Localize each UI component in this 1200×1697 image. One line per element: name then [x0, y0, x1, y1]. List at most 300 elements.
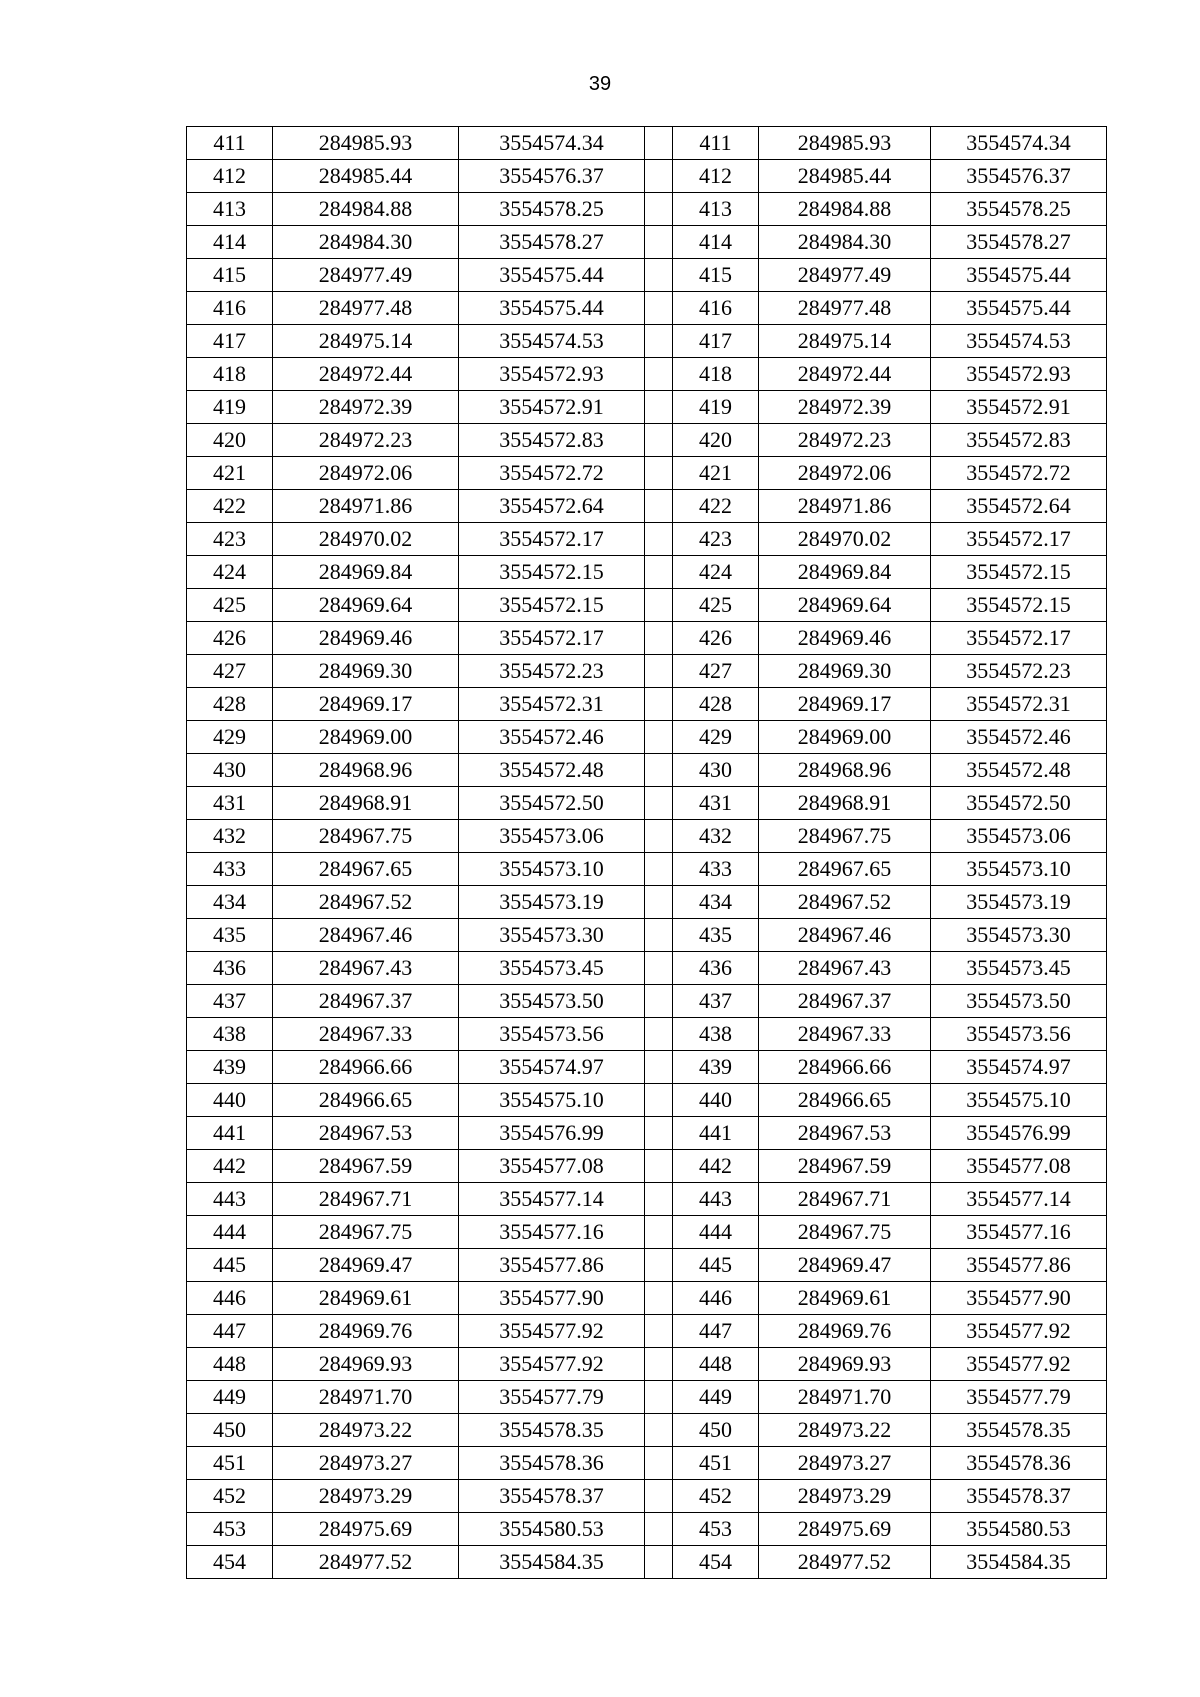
spacer-cell	[645, 1414, 673, 1447]
y-coordinate-cell: 3554577.92	[459, 1348, 645, 1381]
y-coordinate-cell: 3554577.86	[459, 1249, 645, 1282]
point-number-cell-2: 418	[673, 358, 759, 391]
x-coordinate-cell-2: 284975.69	[759, 1513, 931, 1546]
y-coordinate-cell: 3554572.17	[459, 523, 645, 556]
x-coordinate-cell-2: 284969.00	[759, 721, 931, 754]
x-coordinate-cell: 284967.43	[273, 952, 459, 985]
spacer-cell	[645, 292, 673, 325]
point-number-cell-2: 454	[673, 1546, 759, 1579]
y-coordinate-cell-2: 3554572.91	[931, 391, 1107, 424]
point-number-cell-2: 446	[673, 1282, 759, 1315]
point-number-cell: 435	[187, 919, 273, 952]
y-coordinate-cell-2: 3554578.36	[931, 1447, 1107, 1480]
point-number-cell-2: 435	[673, 919, 759, 952]
table-row	[187, 358, 1107, 391]
point-number-cell-2: 416	[673, 292, 759, 325]
point-number-cell-2: 433	[673, 853, 759, 886]
point-number-cell-2: 422	[673, 490, 759, 523]
point-number-cell-2: 424	[673, 556, 759, 589]
y-coordinate-cell: 3554572.83	[459, 424, 645, 457]
point-number-cell: 439	[187, 1051, 273, 1084]
spacer-cell	[645, 391, 673, 424]
point-number-cell: 454	[187, 1546, 273, 1579]
x-coordinate-cell: 284969.84	[273, 556, 459, 589]
y-coordinate-cell-2: 3554572.93	[931, 358, 1107, 391]
point-number-cell-2: 434	[673, 886, 759, 919]
coordinates-table-body	[187, 127, 1107, 1579]
x-coordinate-cell-2: 284972.39	[759, 391, 931, 424]
x-coordinate-cell-2: 284985.93	[759, 127, 931, 160]
y-coordinate-cell-2: 3554578.25	[931, 193, 1107, 226]
x-coordinate-cell: 284967.75	[273, 1216, 459, 1249]
y-coordinate-cell: 3554576.99	[459, 1117, 645, 1150]
y-coordinate-cell: 3554572.15	[459, 589, 645, 622]
spacer-cell	[645, 1216, 673, 1249]
table-row	[187, 259, 1107, 292]
y-coordinate-cell-2: 3554578.37	[931, 1480, 1107, 1513]
table-row	[187, 1018, 1107, 1051]
y-coordinate-cell-2: 3554573.19	[931, 886, 1107, 919]
x-coordinate-cell: 284966.66	[273, 1051, 459, 1084]
point-number-cell: 448	[187, 1348, 273, 1381]
point-number-cell-2: 440	[673, 1084, 759, 1117]
x-coordinate-cell: 284967.33	[273, 1018, 459, 1051]
x-coordinate-cell: 284975.69	[273, 1513, 459, 1546]
spacer-cell	[645, 556, 673, 589]
spacer-cell	[645, 1117, 673, 1150]
point-number-cell-2: 412	[673, 160, 759, 193]
x-coordinate-cell-2: 284969.47	[759, 1249, 931, 1282]
y-coordinate-cell: 3554578.35	[459, 1414, 645, 1447]
y-coordinate-cell: 3554578.37	[459, 1480, 645, 1513]
x-coordinate-cell: 284967.53	[273, 1117, 459, 1150]
point-number-cell: 449	[187, 1381, 273, 1414]
point-number-cell: 424	[187, 556, 273, 589]
table-row	[187, 391, 1107, 424]
table-row	[187, 721, 1107, 754]
x-coordinate-cell-2: 284970.02	[759, 523, 931, 556]
y-coordinate-cell: 3554572.46	[459, 721, 645, 754]
point-number-cell: 432	[187, 820, 273, 853]
y-coordinate-cell: 3554572.64	[459, 490, 645, 523]
x-coordinate-cell: 284969.76	[273, 1315, 459, 1348]
y-coordinate-cell: 3554572.23	[459, 655, 645, 688]
x-coordinate-cell-2: 284967.53	[759, 1117, 931, 1150]
table-row	[187, 523, 1107, 556]
spacer-cell	[645, 160, 673, 193]
x-coordinate-cell: 284985.44	[273, 160, 459, 193]
spacer-cell	[645, 1381, 673, 1414]
point-number-cell-2: 443	[673, 1183, 759, 1216]
point-number-cell: 420	[187, 424, 273, 457]
point-number-cell: 414	[187, 226, 273, 259]
x-coordinate-cell: 284967.65	[273, 853, 459, 886]
spacer-cell	[645, 490, 673, 523]
x-coordinate-cell: 284972.06	[273, 457, 459, 490]
point-number-cell-2: 421	[673, 457, 759, 490]
spacer-cell	[645, 853, 673, 886]
x-coordinate-cell: 284985.93	[273, 127, 459, 160]
y-coordinate-cell: 3554573.10	[459, 853, 645, 886]
coordinates-table	[186, 126, 1107, 1579]
spacer-cell	[645, 193, 673, 226]
y-coordinate-cell-2: 3554575.10	[931, 1084, 1107, 1117]
spacer-cell	[645, 1051, 673, 1084]
table-row	[187, 424, 1107, 457]
page-number: 39	[588, 73, 612, 95]
spacer-cell	[645, 1447, 673, 1480]
x-coordinate-cell: 284972.44	[273, 358, 459, 391]
point-number-cell: 428	[187, 688, 273, 721]
y-coordinate-cell-2: 3554573.06	[931, 820, 1107, 853]
x-coordinate-cell-2: 284972.06	[759, 457, 931, 490]
y-coordinate-cell: 3554573.30	[459, 919, 645, 952]
y-coordinate-cell: 3554578.27	[459, 226, 645, 259]
y-coordinate-cell-2: 3554572.50	[931, 787, 1107, 820]
x-coordinate-cell-2: 284967.37	[759, 985, 931, 1018]
y-coordinate-cell-2: 3554573.56	[931, 1018, 1107, 1051]
x-coordinate-cell: 284972.23	[273, 424, 459, 457]
x-coordinate-cell-2: 284969.46	[759, 622, 931, 655]
x-coordinate-cell: 284984.30	[273, 226, 459, 259]
spacer-cell	[645, 688, 673, 721]
x-coordinate-cell-2: 284973.22	[759, 1414, 931, 1447]
point-number-cell-2: 453	[673, 1513, 759, 1546]
table-row	[187, 193, 1107, 226]
x-coordinate-cell-2: 284985.44	[759, 160, 931, 193]
x-coordinate-cell-2: 284969.30	[759, 655, 931, 688]
spacer-cell	[645, 1546, 673, 1579]
point-number-cell: 445	[187, 1249, 273, 1282]
point-number-cell: 426	[187, 622, 273, 655]
y-coordinate-cell: 3554572.15	[459, 556, 645, 589]
table-row	[187, 457, 1107, 490]
x-coordinate-cell: 284973.22	[273, 1414, 459, 1447]
point-number-cell-2: 442	[673, 1150, 759, 1183]
y-coordinate-cell-2: 3554573.50	[931, 985, 1107, 1018]
table-row	[187, 853, 1107, 886]
x-coordinate-cell-2: 284969.93	[759, 1348, 931, 1381]
x-coordinate-cell-2: 284971.70	[759, 1381, 931, 1414]
y-coordinate-cell-2: 3554575.44	[931, 259, 1107, 292]
point-number-cell: 413	[187, 193, 273, 226]
y-coordinate-cell-2: 3554572.15	[931, 556, 1107, 589]
x-coordinate-cell: 284969.64	[273, 589, 459, 622]
table-row	[187, 1084, 1107, 1117]
x-coordinate-cell: 284968.96	[273, 754, 459, 787]
x-coordinate-cell-2: 284967.52	[759, 886, 931, 919]
y-coordinate-cell: 3554573.19	[459, 886, 645, 919]
x-coordinate-cell-2: 284966.65	[759, 1084, 931, 1117]
x-coordinate-cell: 284977.48	[273, 292, 459, 325]
point-number-cell: 412	[187, 160, 273, 193]
x-coordinate-cell: 284970.02	[273, 523, 459, 556]
point-number-cell-2: 428	[673, 688, 759, 721]
table-row	[187, 1381, 1107, 1414]
table-row	[187, 1513, 1107, 1546]
table-row	[187, 655, 1107, 688]
point-number-cell: 443	[187, 1183, 273, 1216]
y-coordinate-cell-2: 3554576.37	[931, 160, 1107, 193]
y-coordinate-cell: 3554572.31	[459, 688, 645, 721]
y-coordinate-cell-2: 3554572.72	[931, 457, 1107, 490]
x-coordinate-cell-2: 284967.46	[759, 919, 931, 952]
point-number-cell: 444	[187, 1216, 273, 1249]
y-coordinate-cell-2: 3554573.10	[931, 853, 1107, 886]
y-coordinate-cell-2: 3554577.90	[931, 1282, 1107, 1315]
point-number-cell: 429	[187, 721, 273, 754]
y-coordinate-cell-2: 3554572.23	[931, 655, 1107, 688]
y-coordinate-cell: 3554575.44	[459, 292, 645, 325]
point-number-cell-2: 444	[673, 1216, 759, 1249]
y-coordinate-cell: 3554572.17	[459, 622, 645, 655]
x-coordinate-cell: 284969.47	[273, 1249, 459, 1282]
point-number-cell-2: 439	[673, 1051, 759, 1084]
point-number-cell: 427	[187, 655, 273, 688]
point-number-cell-2: 417	[673, 325, 759, 358]
point-number-cell: 452	[187, 1480, 273, 1513]
y-coordinate-cell-2: 3554574.97	[931, 1051, 1107, 1084]
table-row	[187, 1051, 1107, 1084]
x-coordinate-cell: 284967.59	[273, 1150, 459, 1183]
point-number-cell: 423	[187, 523, 273, 556]
spacer-cell	[645, 985, 673, 1018]
x-coordinate-cell: 284973.29	[273, 1480, 459, 1513]
x-coordinate-cell: 284969.00	[273, 721, 459, 754]
spacer-cell	[645, 952, 673, 985]
x-coordinate-cell: 284969.30	[273, 655, 459, 688]
y-coordinate-cell: 3554574.34	[459, 127, 645, 160]
x-coordinate-cell-2: 284969.64	[759, 589, 931, 622]
x-coordinate-cell: 284969.93	[273, 1348, 459, 1381]
spacer-cell	[645, 1513, 673, 1546]
y-coordinate-cell: 3554577.92	[459, 1315, 645, 1348]
x-coordinate-cell: 284984.88	[273, 193, 459, 226]
point-number-cell: 451	[187, 1447, 273, 1480]
y-coordinate-cell-2: 3554580.53	[931, 1513, 1107, 1546]
x-coordinate-cell-2: 284968.91	[759, 787, 931, 820]
x-coordinate-cell-2: 284967.65	[759, 853, 931, 886]
point-number-cell-2: 429	[673, 721, 759, 754]
x-coordinate-cell: 284969.17	[273, 688, 459, 721]
y-coordinate-cell-2: 3554576.99	[931, 1117, 1107, 1150]
y-coordinate-cell-2: 3554572.31	[931, 688, 1107, 721]
x-coordinate-cell: 284975.14	[273, 325, 459, 358]
spacer-cell	[645, 886, 673, 919]
x-coordinate-cell: 284971.70	[273, 1381, 459, 1414]
table-row	[187, 688, 1107, 721]
y-coordinate-cell: 3554577.79	[459, 1381, 645, 1414]
spacer-cell	[645, 919, 673, 952]
y-coordinate-cell-2: 3554572.17	[931, 523, 1107, 556]
point-number-cell: 416	[187, 292, 273, 325]
spacer-cell	[645, 589, 673, 622]
x-coordinate-cell-2: 284984.88	[759, 193, 931, 226]
point-number-cell: 419	[187, 391, 273, 424]
point-number-cell: 441	[187, 1117, 273, 1150]
point-number-cell-2: 445	[673, 1249, 759, 1282]
table-row	[187, 1216, 1107, 1249]
x-coordinate-cell-2: 284977.52	[759, 1546, 931, 1579]
table-row	[187, 919, 1107, 952]
y-coordinate-cell: 3554572.93	[459, 358, 645, 391]
y-coordinate-cell-2: 3554577.14	[931, 1183, 1107, 1216]
y-coordinate-cell-2: 3554573.30	[931, 919, 1107, 952]
x-coordinate-cell: 284967.37	[273, 985, 459, 1018]
point-number-cell-2: 452	[673, 1480, 759, 1513]
y-coordinate-cell-2: 3554577.79	[931, 1381, 1107, 1414]
point-number-cell-2: 411	[673, 127, 759, 160]
point-number-cell-2: 437	[673, 985, 759, 1018]
x-coordinate-cell-2: 284966.66	[759, 1051, 931, 1084]
x-coordinate-cell-2: 284977.49	[759, 259, 931, 292]
table-row	[187, 1348, 1107, 1381]
x-coordinate-cell-2: 284968.96	[759, 754, 931, 787]
point-number-cell: 434	[187, 886, 273, 919]
table-row	[187, 1480, 1107, 1513]
spacer-cell	[645, 226, 673, 259]
y-coordinate-cell-2: 3554577.86	[931, 1249, 1107, 1282]
point-number-cell-2: 441	[673, 1117, 759, 1150]
y-coordinate-cell: 3554580.53	[459, 1513, 645, 1546]
y-coordinate-cell: 3554573.50	[459, 985, 645, 1018]
y-coordinate-cell-2: 3554577.92	[931, 1348, 1107, 1381]
point-number-cell: 431	[187, 787, 273, 820]
x-coordinate-cell-2: 284975.14	[759, 325, 931, 358]
point-number-cell-2: 415	[673, 259, 759, 292]
y-coordinate-cell: 3554577.08	[459, 1150, 645, 1183]
point-number-cell: 422	[187, 490, 273, 523]
table-row	[187, 754, 1107, 787]
x-coordinate-cell: 284971.86	[273, 490, 459, 523]
table-row	[187, 1117, 1107, 1150]
point-number-cell: 425	[187, 589, 273, 622]
point-number-cell-2: 438	[673, 1018, 759, 1051]
y-coordinate-cell-2: 3554572.64	[931, 490, 1107, 523]
x-coordinate-cell-2: 284984.30	[759, 226, 931, 259]
spacer-cell	[645, 1315, 673, 1348]
x-coordinate-cell-2: 284967.59	[759, 1150, 931, 1183]
x-coordinate-cell-2: 284973.29	[759, 1480, 931, 1513]
point-number-cell: 417	[187, 325, 273, 358]
y-coordinate-cell: 3554574.53	[459, 325, 645, 358]
x-coordinate-cell-2: 284969.76	[759, 1315, 931, 1348]
point-number-cell-2: 447	[673, 1315, 759, 1348]
spacer-cell	[645, 1348, 673, 1381]
point-number-cell-2: 414	[673, 226, 759, 259]
x-coordinate-cell: 284977.52	[273, 1546, 459, 1579]
y-coordinate-cell: 3554576.37	[459, 160, 645, 193]
point-number-cell: 418	[187, 358, 273, 391]
spacer-cell	[645, 1282, 673, 1315]
spacer-cell	[645, 622, 673, 655]
point-number-cell-2: 449	[673, 1381, 759, 1414]
table-row	[187, 1183, 1107, 1216]
table-row	[187, 556, 1107, 589]
x-coordinate-cell: 284977.49	[273, 259, 459, 292]
y-coordinate-cell: 3554575.44	[459, 259, 645, 292]
y-coordinate-cell: 3554572.91	[459, 391, 645, 424]
x-coordinate-cell: 284969.61	[273, 1282, 459, 1315]
y-coordinate-cell-2: 3554573.45	[931, 952, 1107, 985]
spacer-cell	[645, 1480, 673, 1513]
y-coordinate-cell: 3554573.45	[459, 952, 645, 985]
spacer-cell	[645, 1084, 673, 1117]
x-coordinate-cell: 284966.65	[273, 1084, 459, 1117]
table-row	[187, 490, 1107, 523]
point-number-cell: 437	[187, 985, 273, 1018]
point-number-cell: 421	[187, 457, 273, 490]
spacer-cell	[645, 127, 673, 160]
point-number-cell-2: 413	[673, 193, 759, 226]
x-coordinate-cell: 284973.27	[273, 1447, 459, 1480]
x-coordinate-cell-2: 284972.23	[759, 424, 931, 457]
x-coordinate-cell-2: 284967.33	[759, 1018, 931, 1051]
y-coordinate-cell: 3554578.36	[459, 1447, 645, 1480]
x-coordinate-cell: 284967.46	[273, 919, 459, 952]
x-coordinate-cell-2: 284973.27	[759, 1447, 931, 1480]
point-number-cell: 411	[187, 127, 273, 160]
table-row	[187, 622, 1107, 655]
table-row	[187, 952, 1107, 985]
x-coordinate-cell-2: 284967.75	[759, 820, 931, 853]
table-row	[187, 886, 1107, 919]
point-number-cell-2: 419	[673, 391, 759, 424]
x-coordinate-cell: 284967.52	[273, 886, 459, 919]
x-coordinate-cell: 284972.39	[273, 391, 459, 424]
x-coordinate-cell-2: 284972.44	[759, 358, 931, 391]
spacer-cell	[645, 820, 673, 853]
point-number-cell: 433	[187, 853, 273, 886]
x-coordinate-cell-2: 284977.48	[759, 292, 931, 325]
y-coordinate-cell: 3554572.50	[459, 787, 645, 820]
table-row	[187, 787, 1107, 820]
y-coordinate-cell: 3554574.97	[459, 1051, 645, 1084]
x-coordinate-cell: 284968.91	[273, 787, 459, 820]
x-coordinate-cell-2: 284969.61	[759, 1282, 931, 1315]
table-row	[187, 160, 1107, 193]
table-row	[187, 1447, 1107, 1480]
spacer-cell	[645, 1018, 673, 1051]
y-coordinate-cell: 3554584.35	[459, 1546, 645, 1579]
spacer-cell	[645, 523, 673, 556]
y-coordinate-cell-2: 3554577.08	[931, 1150, 1107, 1183]
x-coordinate-cell-2: 284967.71	[759, 1183, 931, 1216]
table-row	[187, 1282, 1107, 1315]
y-coordinate-cell-2: 3554577.92	[931, 1315, 1107, 1348]
point-number-cell-2: 420	[673, 424, 759, 457]
table-row	[187, 820, 1107, 853]
table-row	[187, 226, 1107, 259]
point-number-cell-2: 431	[673, 787, 759, 820]
x-coordinate-cell: 284967.71	[273, 1183, 459, 1216]
table-row	[187, 292, 1107, 325]
x-coordinate-cell-2: 284967.75	[759, 1216, 931, 1249]
x-coordinate-cell-2: 284969.84	[759, 556, 931, 589]
spacer-cell	[645, 358, 673, 391]
spacer-cell	[645, 787, 673, 820]
spacer-cell	[645, 325, 673, 358]
point-number-cell-2: 426	[673, 622, 759, 655]
point-number-cell: 415	[187, 259, 273, 292]
spacer-cell	[645, 457, 673, 490]
y-coordinate-cell: 3554577.90	[459, 1282, 645, 1315]
y-coordinate-cell-2: 3554572.48	[931, 754, 1107, 787]
x-coordinate-cell: 284969.46	[273, 622, 459, 655]
y-coordinate-cell: 3554575.10	[459, 1084, 645, 1117]
spacer-cell	[645, 1150, 673, 1183]
spacer-cell	[645, 754, 673, 787]
